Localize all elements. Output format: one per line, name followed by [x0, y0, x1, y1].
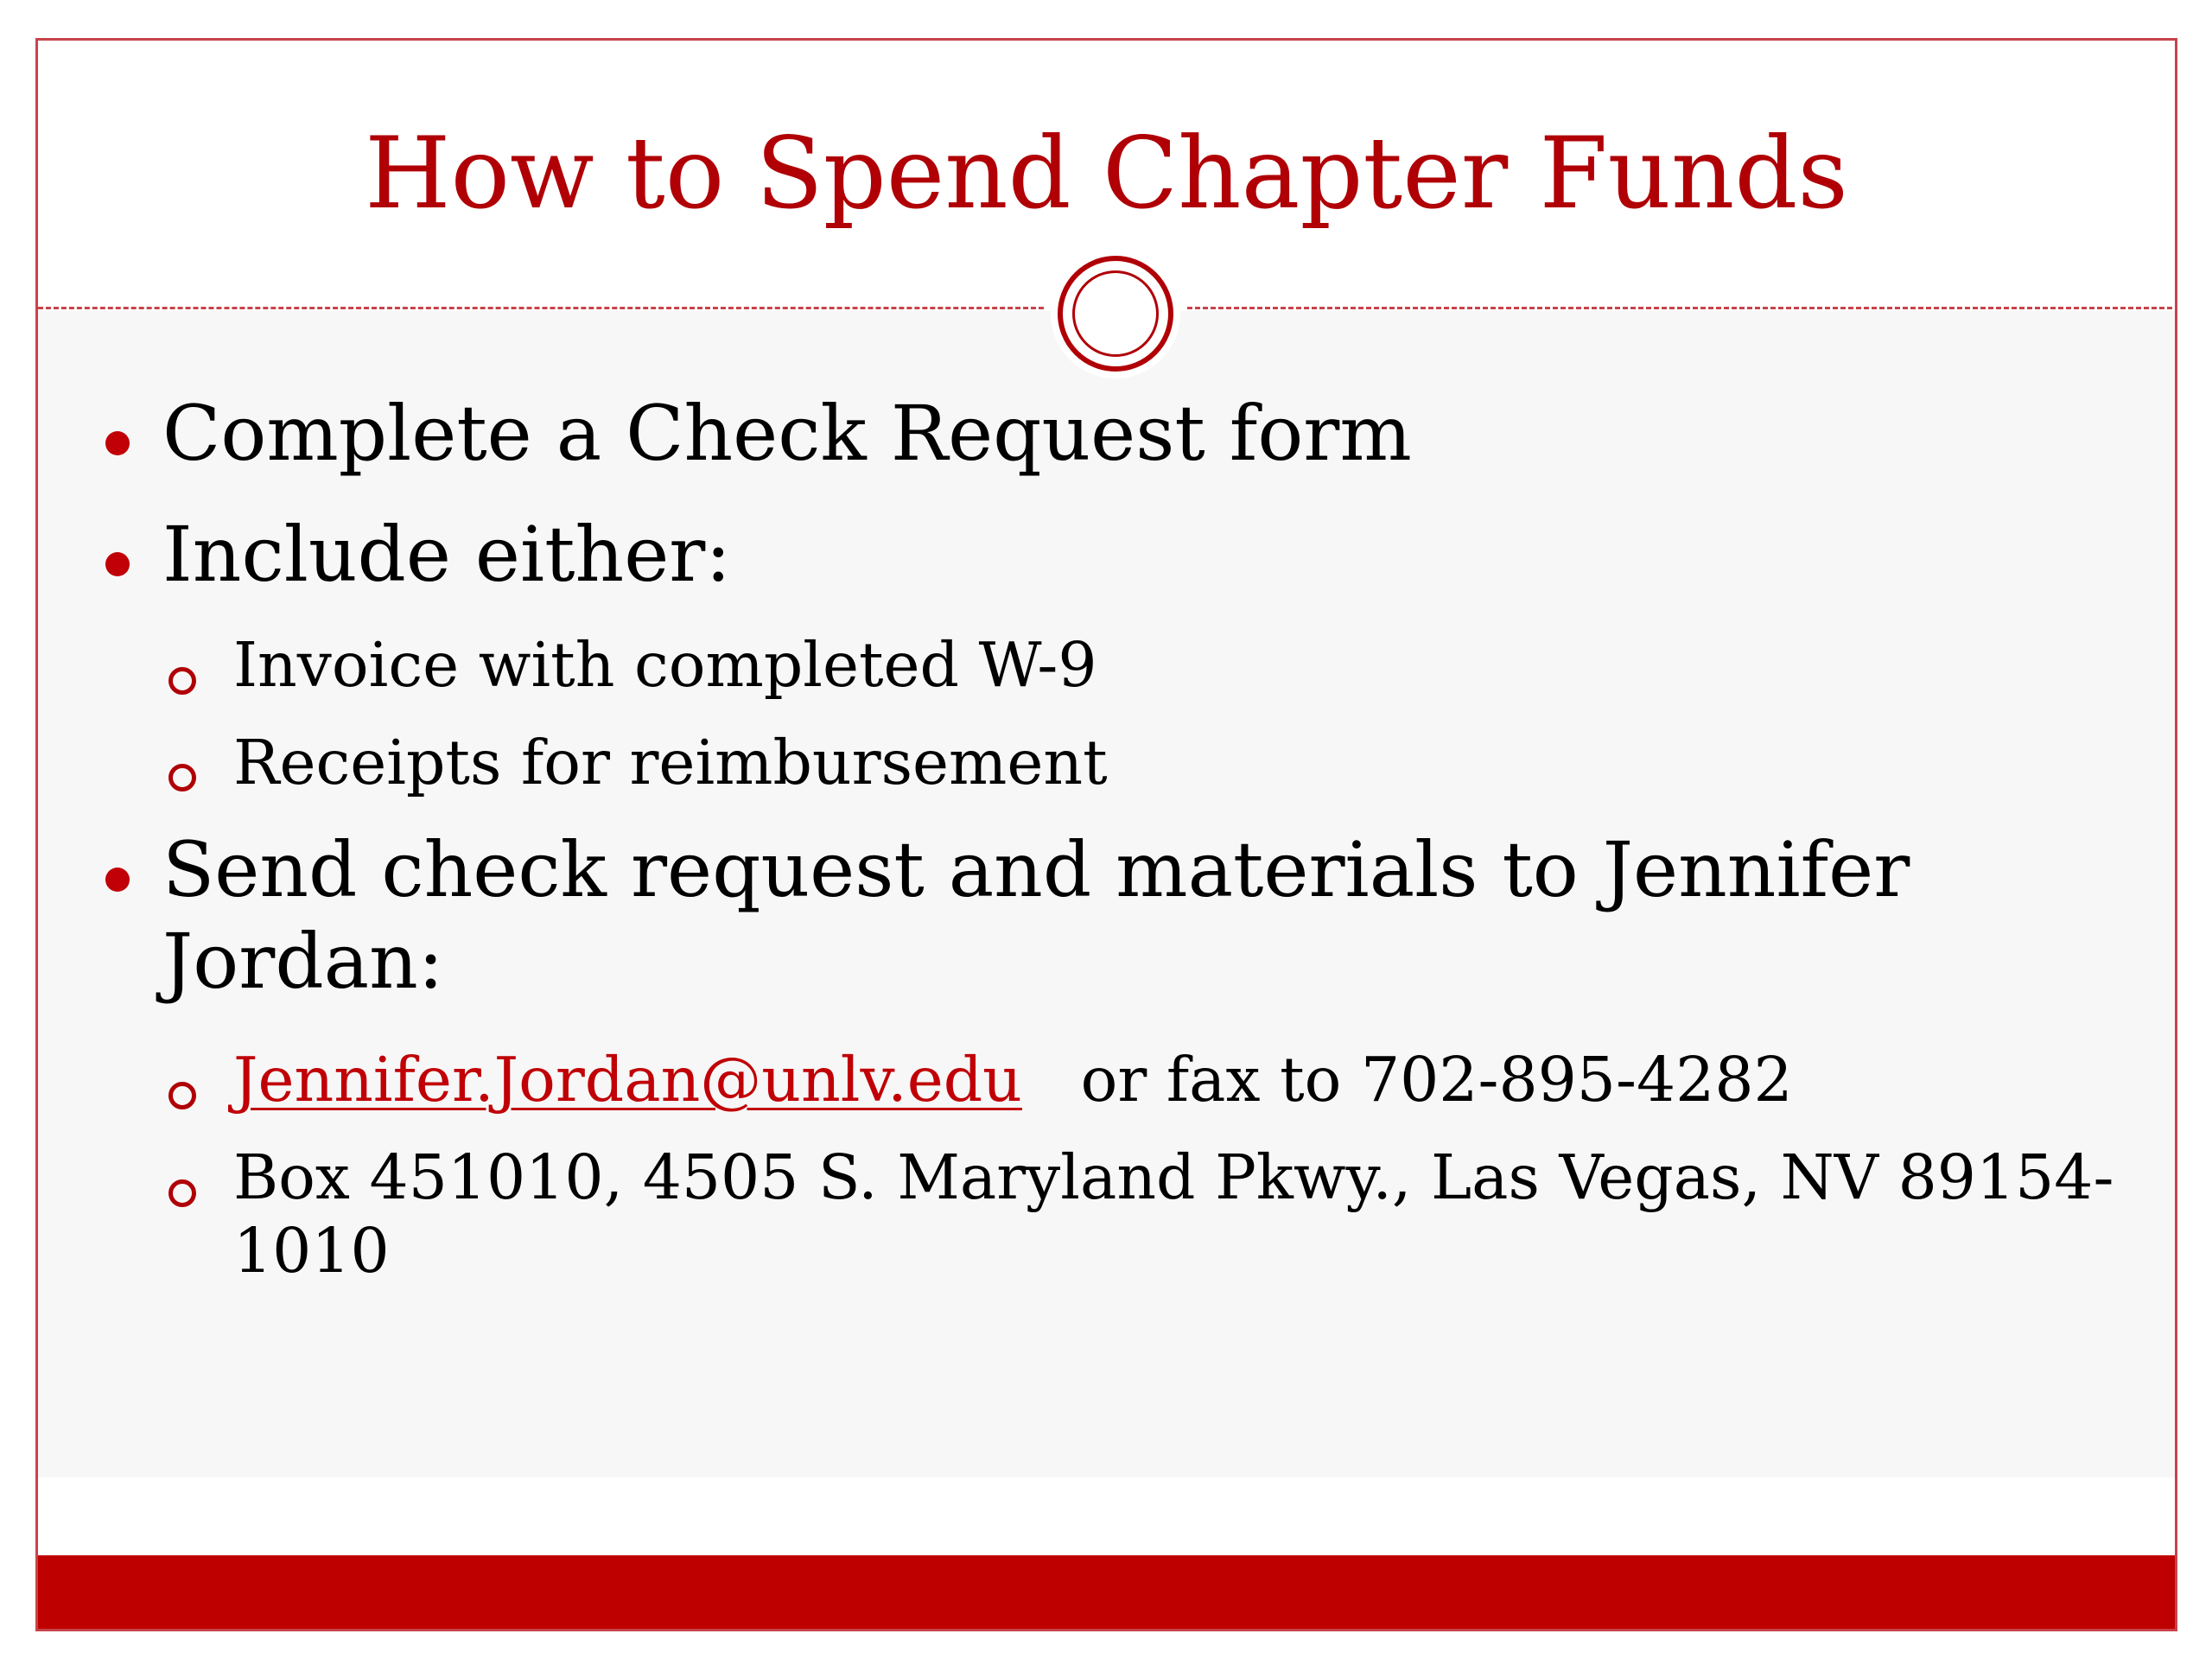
bullet-dot-icon	[105, 868, 130, 892]
email-link[interactable]: Jennifer.Jordan@unlv.edu	[233, 1044, 1022, 1116]
slide	[35, 38, 2177, 1631]
sub-bullet-invoice: Invoice with completed W-9	[233, 629, 1097, 701]
bullet-ring-icon	[168, 1082, 196, 1109]
bullet-include-either: Include either:	[162, 510, 731, 599]
address-line-2: 1010	[233, 1215, 390, 1287]
bullet-ring-icon	[168, 667, 196, 695]
bullet-send-check-request	[162, 824, 1910, 1007]
circle-ornament-inner-icon	[1072, 270, 1159, 357]
title-divider-right	[1187, 307, 2177, 309]
bullet-send-line-1: Send check request and materials to Jennifer	[162, 825, 1910, 914]
sub-bullet-receipts: Receipts for reimbursement	[233, 727, 1108, 798]
address-line-1: Box 451010, 4505 S. Maryland Pkwy., Las Vegas, NV 89154-	[233, 1141, 2114, 1213]
bullet-ring-icon	[168, 1179, 196, 1207]
bullet-check-request: Complete a Check Request form	[162, 389, 1412, 478]
title-divider-left	[38, 307, 1044, 309]
sub-bullet-email-fax	[233, 1043, 1793, 1116]
bullet-ring-icon	[168, 764, 196, 791]
sub-bullet-address	[233, 1141, 2113, 1287]
bullet-dot-icon	[105, 431, 130, 455]
fax-text	[1042, 1044, 1793, 1116]
footer-bar	[38, 1555, 2175, 1631]
bullet-dot-icon	[105, 552, 130, 576]
fax-number: or fax to 702-895-4282	[1080, 1044, 1793, 1116]
bullet-send-line-2: Jordan:	[162, 916, 444, 1006]
slide-title: How to Spend Chapter Funds	[365, 116, 1848, 231]
